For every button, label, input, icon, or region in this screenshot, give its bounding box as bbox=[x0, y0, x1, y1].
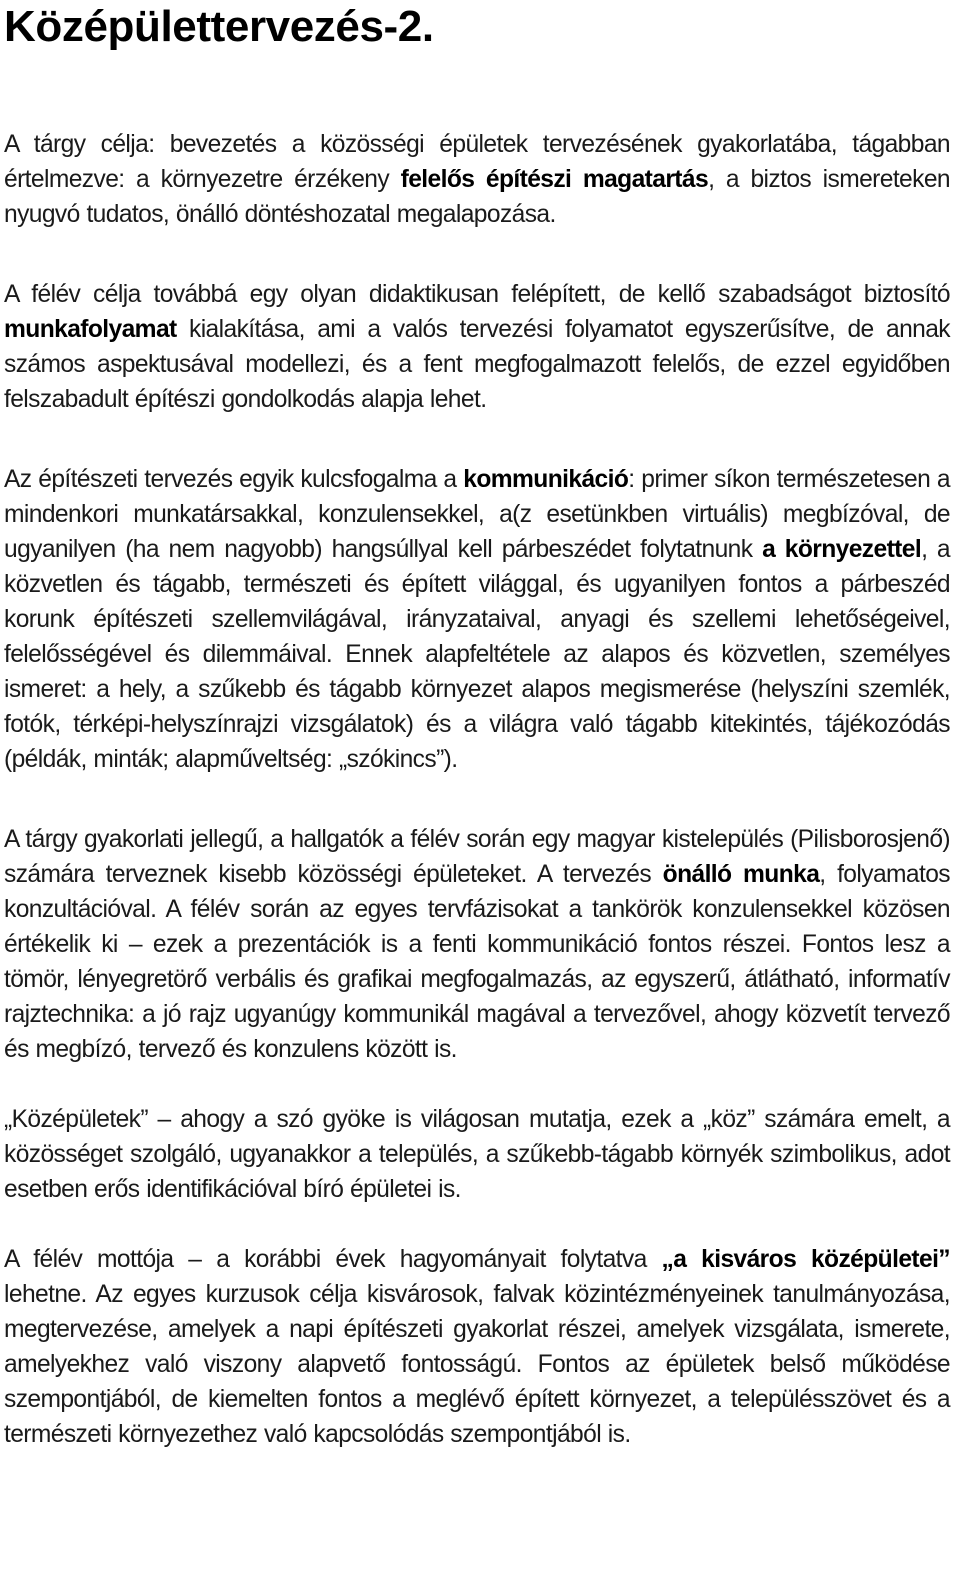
paragraph-text: A félév célja továbbá egy olyan didaktikusan felépített, de kellő szabadságot biztosító bbox=[4, 281, 950, 308]
document-page bbox=[4, 0, 950, 1452]
emphasized-text: önálló munka bbox=[662, 861, 820, 888]
paragraph-public-buildings bbox=[4, 1102, 950, 1207]
paragraph-text: , folyamatos konzultációval. A félév során az egyes tervfázisokat a tankörök konzulensekkel közösen értékelik ki – ezek a prezentációk is a fenti kommunikáció fontos részei. Fontos lesz a tömör, lényegretörő verbális és grafikai megfogalmazás, az egyszerű, átlátható, informatív rajztechnika: a jó rajz ugyanúgy kommunikál magával a tervezővel, ahogy közvetít tervező és megbízó, tervező és konzulens között is. bbox=[4, 861, 950, 1063]
paragraph-text: lehetne. Az egyes kurzusok célja kisvárosok, falvak közintézményeinek tanulmányozása, megtervezése, amelyek a napi építészeti gyakorlat részei, amelyek vizsgálata, ismerete, amelyekhez való viszony alapvető fontosságú. Fontos az épületek belső működése szempontjából, de kiemelten fontos a meglévő épített környezet, a településszövet és a természeti környezethez való kapcsolódás szempontjából is. bbox=[4, 1281, 950, 1448]
emphasized-text: a környezettel bbox=[762, 536, 922, 563]
paragraph-practical-nature bbox=[4, 822, 950, 1067]
emphasized-text: „a kisváros középületei” bbox=[661, 1246, 950, 1273]
paragraph-semester-motto bbox=[4, 1242, 950, 1452]
paragraph-text: „Középületek” – ahogy a szó gyöke is világosan mutatja, ezek a „köz” számára emelt, a közösséget szolgáló, ugyanakkor a település, a szűkebb-tágabb környék szimbolikus, adot esetben erős identifikációval bíró épületei is. bbox=[4, 1106, 950, 1203]
paragraph-text: : primer síkon természetesen a mindenkori munkatársakkal, konzulensekkel, a(z esetünkben virtuális) megbízóval, de ugyanilyen (ha nem nagyobb) hangsúllyal kell párbeszédet folytatnunk bbox=[4, 466, 950, 563]
paragraph-text: , a közvetlen és tágabb, természeti és épített világgal, és ugyanilyen fontos a párbeszéd korunk építészeti szellemvilágával, irányzataival, anyagi és szellemi lehetőségeivel, felelősségével és dilemmáival. Ennek alapfeltétele az alapos és közvetlen, személyes ismeret: a hely, a szűkebb és tágabb környezet alapos megismerése (helyszíni szemlék, fotók, térképi-helyszínrajzi vizsgálatok) és a világra való tágabb kitekintés, tájékozódás (példák, minták; alapműveltség: „szókincs”). bbox=[4, 536, 950, 773]
paragraph-text: , a biztos ismereteken nyugvó tudatos, önálló döntéshozatal megalapozása. bbox=[4, 166, 950, 228]
emphasized-text: felelős építészi magatartás bbox=[400, 166, 709, 193]
document-title: Középülettervezés-2. bbox=[4, 2, 434, 51]
emphasized-text: munkafolyamat bbox=[4, 316, 177, 343]
paragraph-text: kialakítása, ami a valós tervezési folyamatot egyszerűsítve, de annak számos aspektusával modellezi, és a fent megfogalmazott felelős, de ezzel egyidőben felszabadult építészi gondolkodás alapja lehet. bbox=[4, 316, 950, 413]
paragraph-semester-goal bbox=[4, 277, 950, 417]
paragraph-text: Az építészeti tervezés egyik kulcsfogalma a bbox=[4, 466, 464, 493]
paragraph-text: A tárgy gyakorlati jellegű, a hallgatók a félév során egy magyar kistelepülés (Pilisborosjenő) számára terveznek kisebb közösségi épületeket. A tervezés bbox=[4, 826, 950, 888]
paragraph-communication bbox=[4, 462, 950, 777]
emphasized-text: kommunikáció bbox=[463, 466, 629, 493]
paragraph-text: A félév mottója – a korábbi évek hagyományait folytatva bbox=[4, 1246, 662, 1273]
paragraph-course-goal bbox=[4, 127, 950, 232]
paragraph-text: A tárgy célja: bevezetés a közösségi épületek tervezésének gyakorlatába, tágabban értelmezve: a környezetre érzékeny bbox=[4, 131, 950, 193]
